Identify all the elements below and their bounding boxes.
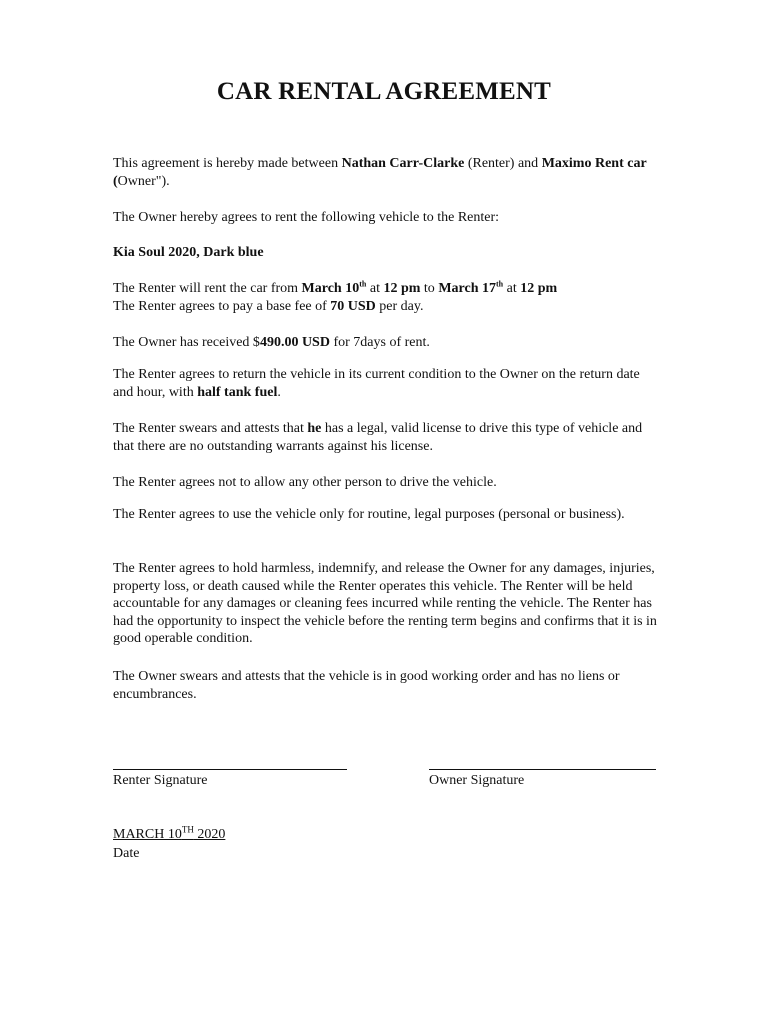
start-date-suffix: th	[359, 279, 367, 289]
payment-amount: 490.00 USD	[259, 335, 330, 350]
fuel-requirement: half tank fuel	[197, 384, 278, 400]
text: The Renter will rent the car from	[113, 281, 302, 296]
end-time: 12 pm	[520, 281, 558, 296]
owner-name: Maximo Rent car (	[113, 156, 647, 189]
text: The Renter agrees to pay a base fee of	[113, 299, 331, 314]
text: at	[503, 281, 521, 296]
payment-paragraph	[113, 334, 658, 352]
owner-signature-line[interactable]	[429, 769, 656, 770]
fee-paragraph	[113, 298, 658, 316]
owner-signature-label: Owner Signature	[429, 773, 525, 788]
text: This agreement is hereby made between	[113, 156, 342, 171]
renter-signature-label: Renter Signature	[113, 773, 208, 788]
text: per day.	[375, 299, 424, 314]
text: The Renter agrees to return the vehicle in its current condition to the Owner on the return date and hour, with	[113, 367, 640, 400]
date-value	[113, 826, 225, 844]
end-date	[438, 281, 503, 296]
return-paragraph	[113, 366, 658, 401]
document-title: CAR RENTAL AGREEMENT	[216, 78, 552, 105]
text: at	[366, 281, 384, 296]
indemnity-paragraph: The Renter agrees to hold harmless, indemnify, and release the Owner for any damages, injuries, property loss, or death caused while the Renter operates this vehicle. The Renter will be held accountable for any damages or cleaning fees incurred while renting the vehicle. The Renter has had the opportunity to inspect the vehicle before the renting term begins and confirms that it is in good operable condition.	[113, 561, 657, 646]
text: for 7days of rent.	[329, 335, 430, 350]
start-time: 12 pm	[383, 281, 421, 296]
vehicle-description	[113, 244, 658, 262]
no-other-driver-paragraph: The Renter agrees not to allow any other person to drive the vehicle.	[113, 475, 497, 490]
text: (Renter) and	[464, 156, 542, 171]
end-date-suffix: th	[496, 279, 504, 289]
start-date	[302, 281, 367, 296]
vehicle-intro-paragraph: The Owner hereby agrees to rent the following vehicle to the Renter:	[113, 210, 500, 225]
date-year: 2020	[193, 827, 226, 842]
usage-paragraph: The Renter agrees to use the vehicle only for routine, legal purposes (personal or business).	[113, 507, 625, 522]
pronoun: he	[307, 421, 322, 436]
parties-paragraph	[113, 155, 658, 190]
owner-warranty-paragraph: The Owner swears and attests that the vehicle is in good working order and has no liens or encumbrances.	[113, 669, 620, 702]
date-month-day: MARCH 10	[113, 827, 182, 842]
text: The Owner has received $	[113, 335, 260, 350]
text: Owner").	[117, 173, 170, 189]
renter-signature-line[interactable]	[113, 769, 347, 770]
rental-period-paragraph	[113, 280, 658, 298]
license-paragraph	[113, 420, 658, 455]
date-suffix: TH	[181, 824, 194, 835]
text: .	[277, 384, 281, 400]
daily-fee: 70 USD	[330, 299, 376, 314]
text: The Renter swears and attests that	[113, 421, 308, 436]
end-date-text: March 17	[438, 281, 496, 296]
start-date-text: March 10	[301, 281, 360, 296]
text: has a legal, valid license to drive this type of vehicle and that there are no outstanding warrants against his license.	[113, 421, 643, 454]
renter-name: Nathan Carr-Clarke	[341, 156, 465, 171]
vehicle-name: Kia Soul 2020, Dark blue	[113, 245, 264, 260]
text: to	[420, 281, 439, 296]
date-label: Date	[113, 846, 140, 861]
